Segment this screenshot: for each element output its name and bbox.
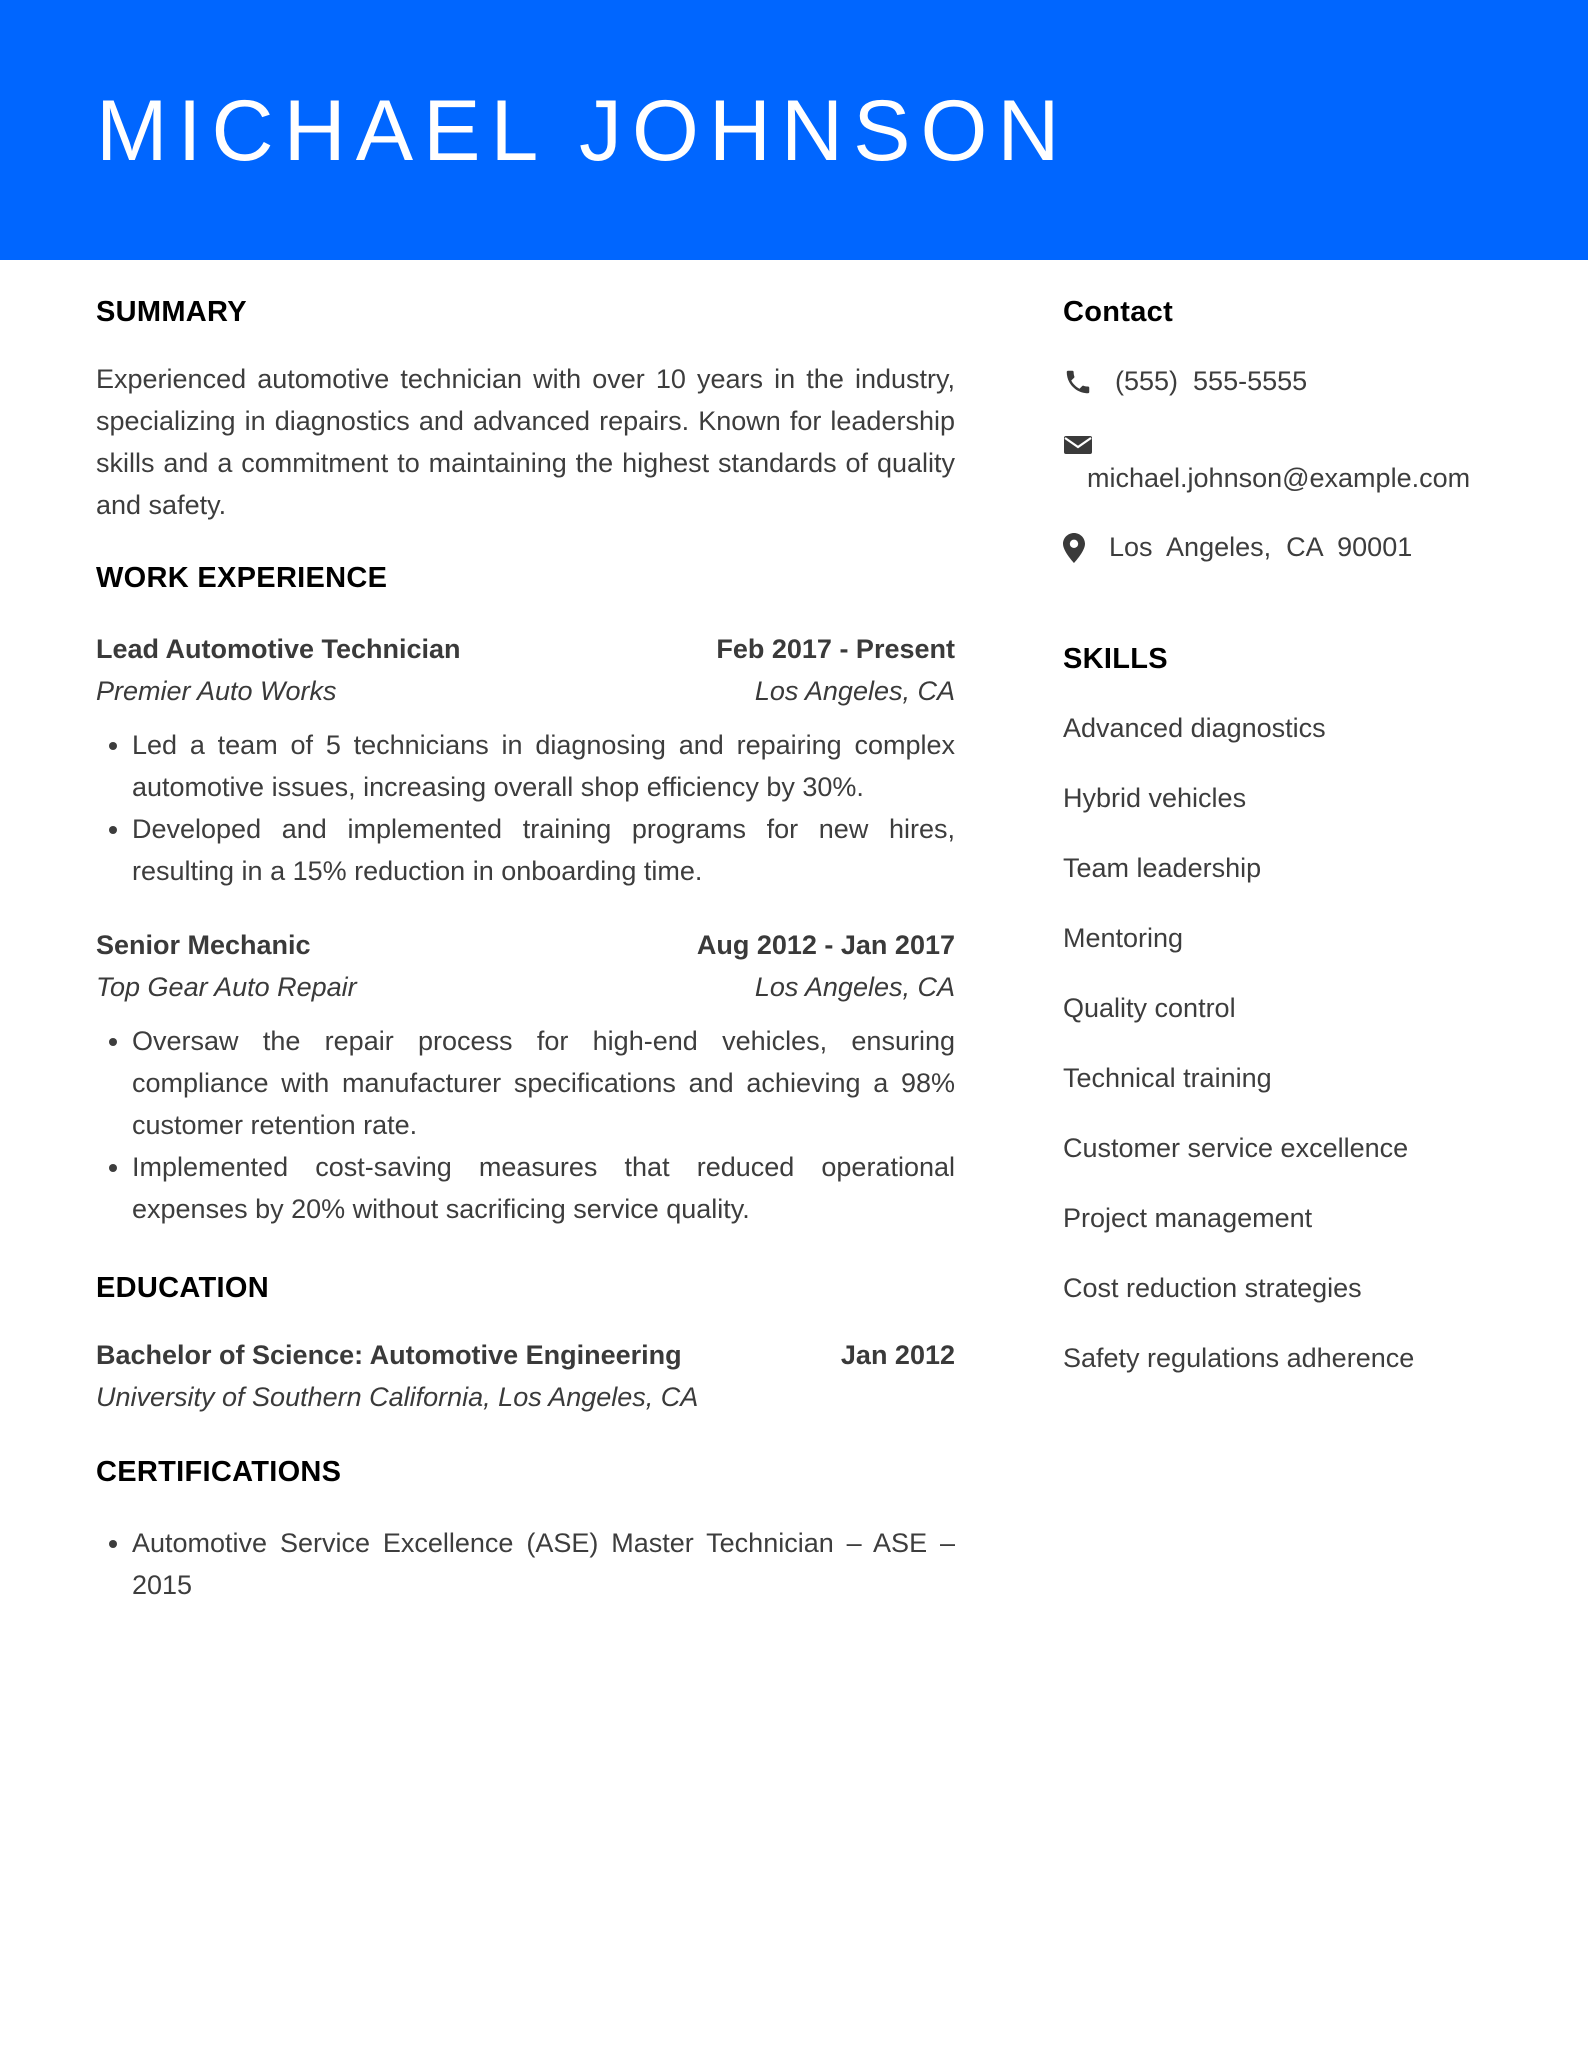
- job-dates: Aug 2012 - Jan 2017: [696, 930, 955, 960]
- job-bullet: • Implemented cost-saving measures that reduced operational expenses by 20% without sacrificing service quality.: [132, 1146, 955, 1230]
- skill-item: Team leadership: [1063, 853, 1262, 883]
- certification-item: • Automotive Service Excellence (ASE) Master Technician – ASE – 2015: [132, 1522, 955, 1606]
- summary-section: [96, 292, 955, 526]
- phone-icon: [1063, 367, 1093, 397]
- envelope-icon: [1063, 433, 1093, 457]
- job-entry: [96, 924, 955, 1230]
- phone-number: (555) 555-5555: [1115, 366, 1308, 396]
- work-experience-section: [96, 558, 955, 1230]
- contact-email: [1063, 433, 1523, 494]
- contact-section: [1063, 292, 1523, 563]
- education-section: [96, 1268, 955, 1418]
- job-bullet: • Led a team of 5 technicians in diagnosing and repairing complex automotive issues, increasing overall shop efficiency by 30%.: [132, 724, 955, 808]
- email-address[interactable]: michael.johnson@example.com: [1087, 463, 1471, 493]
- job-bullets: [96, 1020, 955, 1230]
- job-company: Top Gear Auto Repair: [96, 972, 357, 1002]
- certifications-heading: CERTIFICATIONS: [96, 1456, 342, 1488]
- job-title: Senior Mechanic: [96, 930, 311, 960]
- main-column: [96, 292, 955, 1606]
- summary-text: Experienced automotive technician with over 10 years in the industry, specializing in diagnostics and advanced repairs. Known for leadership skills and a commitment to maintaining the highest standards of quality and safety.: [96, 364, 955, 520]
- job-title: Lead Automotive Technician: [96, 634, 461, 664]
- map-pin-icon: [1063, 533, 1089, 563]
- job-company: Premier Auto Works: [96, 676, 337, 706]
- header-banner: [0, 0, 1588, 260]
- job-dates: Feb 2017 - Present: [716, 634, 955, 664]
- job-bullet: • Oversaw the repair process for high-end vehicles, ensuring compliance with manufacturer specifications and achieving a 98% customer retention rate.: [132, 1020, 955, 1146]
- job-location: Los Angeles, CA: [754, 676, 955, 706]
- sidebar-column: [1063, 292, 1523, 1407]
- contact-location: [1063, 532, 1523, 563]
- candidate-name: MICHAEL JOHNSON: [96, 83, 1070, 179]
- certification-list: [96, 1522, 955, 1606]
- certifications-section: [96, 1452, 955, 1606]
- skill-item: Hybrid vehicles: [1063, 783, 1247, 813]
- skill-item: Customer service excellence: [1063, 1133, 1409, 1163]
- education-heading: EDUCATION: [96, 1272, 269, 1304]
- job-bullet: • Developed and implemented training programs for new hires, resulting in a 15% reduction in onboarding time.: [132, 808, 955, 892]
- skill-item: Safety regulations adherence: [1063, 1343, 1415, 1373]
- skill-item: Technical training: [1063, 1063, 1272, 1093]
- degree-date: Jan 2012: [840, 1340, 955, 1370]
- summary-heading: SUMMARY: [96, 296, 247, 328]
- contact-heading: Contact: [1063, 296, 1174, 328]
- skill-item: Mentoring: [1063, 923, 1184, 953]
- skill-item: Advanced diagnostics: [1063, 713, 1326, 743]
- skill-item: Cost reduction strategies: [1063, 1273, 1362, 1303]
- skills-section: [1063, 639, 1523, 1379]
- work-experience-heading: WORK EXPERIENCE: [96, 562, 388, 594]
- skill-item: Project management: [1063, 1203, 1313, 1233]
- job-entry: [96, 628, 955, 892]
- skills-list: [1063, 707, 1523, 1379]
- location-text: Los Angeles, CA 90001: [1109, 532, 1413, 562]
- school-name: University of Southern California, Los Angeles, CA: [96, 1382, 699, 1412]
- job-bullets: [96, 724, 955, 892]
- skill-item: Quality control: [1063, 993, 1236, 1023]
- contact-phone: [1063, 366, 1523, 397]
- skills-heading: SKILLS: [1063, 643, 1168, 675]
- job-location: Los Angeles, CA: [754, 972, 955, 1002]
- degree-title: Bachelor of Science: Automotive Engineering: [96, 1340, 682, 1370]
